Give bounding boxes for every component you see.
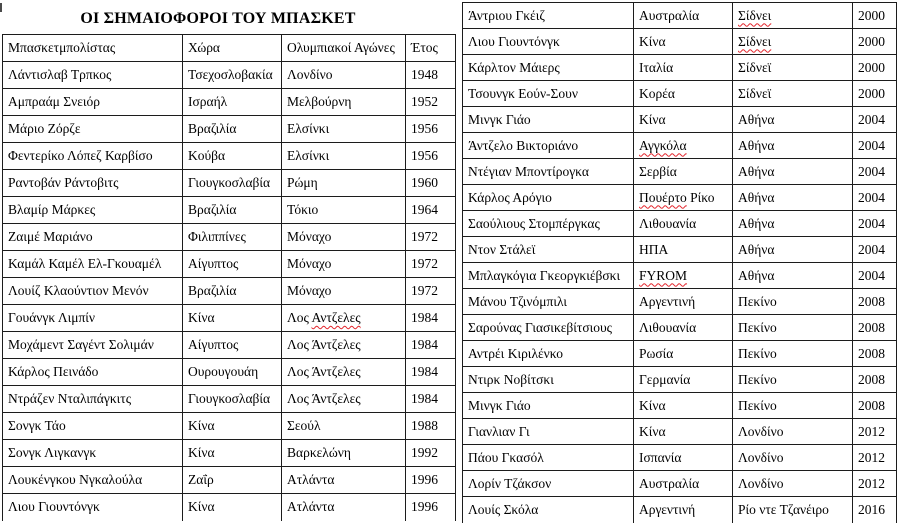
cell-player: Άντριου Γκέιζ (463, 3, 634, 29)
cell-player: Ντέγιαν Μποντίρογκα (463, 159, 634, 185)
cell-player: Σαούλιους Στομπέργκας (463, 211, 634, 237)
cell-player: Ζαιμέ Μαριάνο (3, 224, 183, 251)
cell-games: Πεκίνο (733, 289, 853, 315)
cell-player: Σονγκ Τάο (3, 413, 183, 440)
cell-country: Βραζιλία (183, 278, 282, 305)
cell-country: Αυστραλία (634, 3, 733, 29)
table-row (463, 3, 897, 29)
cell-games: Μόναχο (282, 278, 406, 305)
cell-games: Λονδίνο (733, 445, 853, 471)
cell-year: 2012 (853, 445, 897, 471)
cell-player: Ντράζεν Νταλιπάγκιτς (3, 386, 183, 413)
cell-games: Αθήνα (733, 263, 853, 289)
cell-games: Μόναχο (282, 251, 406, 278)
cell-player: Σονγκ Λιγκανγκ (3, 440, 183, 467)
table-row (3, 251, 456, 278)
table-row (463, 445, 897, 471)
cell-player: Μάριο Ζόρζε (3, 116, 183, 143)
cell-year: 1984 (406, 332, 456, 359)
table-row (463, 55, 897, 81)
cell-player: Κάρλος Πεινάδο (3, 359, 183, 386)
flag-bearers-table-right (462, 2, 897, 523)
table-row (3, 332, 456, 359)
table-row (463, 393, 897, 419)
cell-games: Λος Άντζελες (282, 332, 406, 359)
cell-player: Ραντοβάν Ράντοβιτς (3, 170, 183, 197)
cell-year: 1996 (406, 467, 456, 494)
table-row (463, 211, 897, 237)
cell-player: Τσουνγκ Εούν-Σουν (463, 81, 634, 107)
table-row (3, 359, 456, 386)
cell-player: Πάου Γκασόλ (463, 445, 634, 471)
table-row (463, 315, 897, 341)
cell-year: 2008 (853, 315, 897, 341)
cell-country: Κίνα (183, 305, 282, 332)
cell-year: 2004 (853, 185, 897, 211)
cell-player: Μοχάμεντ Σαγέντ Σολιμάν (3, 332, 183, 359)
cell-games: Πεκίνο (733, 393, 853, 419)
misspelled-word: Αγγκόλα (639, 137, 687, 153)
cell-year: 2004 (853, 211, 897, 237)
table-row (463, 133, 897, 159)
cell-country: Βραζιλία (183, 197, 282, 224)
table-row (463, 159, 897, 185)
table-row (3, 413, 456, 440)
cell-country: Κούβα (183, 143, 282, 170)
cell-year: 1984 (406, 359, 456, 386)
cell-year: 1956 (406, 116, 456, 143)
cell-country: Πουέρτο Ρίκο (634, 185, 733, 211)
table-row (3, 305, 456, 332)
table-row (3, 386, 456, 413)
cell-year: 2004 (853, 263, 897, 289)
cell-country: Βραζιλία (183, 116, 282, 143)
cell-country (634, 263, 733, 289)
cell-country: Κορέα (634, 81, 733, 107)
cell-games: Βαρκελώνη (282, 440, 406, 467)
cell-games (733, 3, 853, 29)
cell-year: 1984 (406, 386, 456, 413)
table-row (3, 224, 456, 251)
table-row (463, 289, 897, 315)
cell-games: Ατλάντα (282, 494, 406, 521)
table-row (3, 494, 456, 521)
cell-year: 2000 (853, 3, 897, 29)
cell-country: Αργεντινή (634, 497, 733, 523)
cell-player: Λιου Γιουντόνγκ (3, 494, 183, 521)
misspelled-word: FYROM (639, 267, 688, 283)
cell-year: 2004 (853, 159, 897, 185)
table-row (463, 185, 897, 211)
cell-player: Μπλαγκόγια Γκεοργκιέβσκι (463, 263, 634, 289)
cell-player: Λουίζ Κλαούντιον Μενόν (3, 278, 183, 305)
table-row (463, 81, 897, 107)
header-row (3, 35, 456, 62)
misspelled-word: Πουέρτο (639, 189, 687, 205)
cell-country: Γιουγκοσλαβία (183, 386, 282, 413)
table-row (463, 471, 897, 497)
cell-player: Ντιρκ Νοβίτσκι (463, 367, 634, 393)
cell-player: Λουκένγκου Νγκαλούλα (3, 467, 183, 494)
cell-country: Κίνα (634, 419, 733, 445)
cell-games: Λονδίνο (733, 419, 853, 445)
cell-player: Μάνου Τζινόμπιλι (463, 289, 634, 315)
cell-country: Ρωσία (634, 341, 733, 367)
cell-player: Λάντισλαβ Τρπκος (3, 62, 183, 89)
cell-country: Κίνα (183, 494, 282, 521)
misspelled-word: Αντζελες (311, 310, 361, 325)
cell-year: 2004 (853, 133, 897, 159)
cell-player: Λορίν Τζάκσον (463, 471, 634, 497)
table-row (463, 107, 897, 133)
cell-player: Κάρλτον Μάιερς (463, 55, 634, 81)
cell-games (733, 29, 853, 55)
cell-country: Ιταλία (634, 55, 733, 81)
cell-country: Λιθουανία (634, 315, 733, 341)
cell-country: Κίνα (183, 413, 282, 440)
cell-games: Αθήνα (733, 133, 853, 159)
cell-country (634, 133, 733, 159)
cell-year: 2012 (853, 471, 897, 497)
table-row (3, 89, 456, 116)
cell-games: Ελσίνκι (282, 143, 406, 170)
cell-games: Σίδνεϊ (733, 81, 853, 107)
table-row (3, 143, 456, 170)
cell-country: Κίνα (634, 393, 733, 419)
cell-games: Λος Αντζελες (282, 305, 406, 332)
cell-player: Γουάνγκ Λιμπίν (3, 305, 183, 332)
cell-year: 1952 (406, 89, 456, 116)
column-header: Έτος (406, 35, 456, 62)
cell-games: Πεκίνο (733, 367, 853, 393)
cell-player: Ντον Στάλεϊ (463, 237, 634, 263)
cell-games: Λονδίνο (282, 62, 406, 89)
cell-year: 2016 (853, 497, 897, 523)
cell-country: Λιθουανία (634, 211, 733, 237)
cell-games: Αθήνα (733, 185, 853, 211)
cell-country: Σερβία (634, 159, 733, 185)
cell-games: Αθήνα (733, 211, 853, 237)
cell-year: 2008 (853, 393, 897, 419)
table-row (3, 440, 456, 467)
table-row (463, 341, 897, 367)
cell-games: Λος Άντζελες (282, 386, 406, 413)
cell-games: Αθήνα (733, 159, 853, 185)
cell-player: Φεντερίκο Λόπεζ Καρβίσο (3, 143, 183, 170)
cell-year: 1972 (406, 278, 456, 305)
cell-year: 2008 (853, 341, 897, 367)
cell-country: Αίγυπτος (183, 251, 282, 278)
cell-country: Ισραήλ (183, 89, 282, 116)
cell-games: Μελβούρνη (282, 89, 406, 116)
cell-country: Κίνα (634, 107, 733, 133)
table-row (463, 29, 897, 55)
table-row (3, 197, 456, 224)
cell-country: Φιλιππίνες (183, 224, 282, 251)
table-row (3, 170, 456, 197)
table-row (463, 419, 897, 445)
column-header: Ολυμπιακοί Αγώνες (282, 35, 406, 62)
cell-player: Μινγκ Γιάο (463, 107, 634, 133)
page-title: ΟΙ ΣΗΜΑΙΟΦΟΡΟΙ ΤΟΥ ΜΠΑΣΚΕΤ (80, 10, 356, 27)
cell-year: 2000 (853, 29, 897, 55)
cell-country: Αίγυπτος (183, 332, 282, 359)
cell-games: Σεούλ (282, 413, 406, 440)
cell-year: 1964 (406, 197, 456, 224)
table-row (463, 367, 897, 393)
cell-player: Αμπραάμ Σνειόρ (3, 89, 183, 116)
column-header: Μπασκετμπολίστας (3, 35, 183, 62)
table-row (463, 263, 897, 289)
cell-player: Λουίς Σκόλα (463, 497, 634, 523)
cell-player: Κάρλος Αρόγιο (463, 185, 634, 211)
cell-games: Σίδνεϊ (733, 55, 853, 81)
cell-year: 1992 (406, 440, 456, 467)
cell-player: Σαρούνας Γιασικεβίτσιους (463, 315, 634, 341)
cell-games: Ρίο ντε Τζανέιρο (733, 497, 853, 523)
cell-country: ΗΠΑ (634, 237, 733, 263)
cell-country: Γερμανία (634, 367, 733, 393)
cell-year: 1984 (406, 305, 456, 332)
cell-games: Μόναχο (282, 224, 406, 251)
cell-games: Ρώμη (282, 170, 406, 197)
cell-year: 2004 (853, 107, 897, 133)
cell-player: Λιου Γιουντόνγκ (463, 29, 634, 55)
cell-games: Πεκίνο (733, 315, 853, 341)
cell-player: Βλαμίρ Μάρκες (3, 197, 183, 224)
cell-year: 1996 (406, 494, 456, 521)
cell-country: Ουρουγουάη (183, 359, 282, 386)
cell-year: 2008 (853, 367, 897, 393)
cell-country: Τσεχοσλοβακία (183, 62, 282, 89)
cell-games: Ελσίνκι (282, 116, 406, 143)
table-row (3, 467, 456, 494)
cell-games: Αθήνα (733, 107, 853, 133)
cell-country: Γιουγκοσλαβία (183, 170, 282, 197)
cell-year: 1948 (406, 62, 456, 89)
table-row (3, 116, 456, 143)
cell-year: 2000 (853, 81, 897, 107)
cell-year: 2012 (853, 419, 897, 445)
cell-year: 1956 (406, 143, 456, 170)
cell-country: Αργεντινή (634, 289, 733, 315)
cell-player: Άντζελο Βικτοριάνο (463, 133, 634, 159)
cell-games: Ατλάντα (282, 467, 406, 494)
column-header: Χώρα (183, 35, 282, 62)
cell-player: Καμάλ Καμέλ Ελ-Γκουαμέλ (3, 251, 183, 278)
table-row (463, 497, 897, 523)
table-row (3, 278, 456, 305)
cell-year: 1960 (406, 170, 456, 197)
cell-year: 2008 (853, 289, 897, 315)
table-row (3, 62, 456, 89)
cell-country: Αυστραλία (634, 471, 733, 497)
cell-year: 2004 (853, 237, 897, 263)
cell-games: Λος Άντζελες (282, 359, 406, 386)
cell-country: Κίνα (183, 440, 282, 467)
flag-bearers-table-left (2, 34, 456, 521)
misspelled-word: Σίδνει (738, 33, 772, 49)
cell-year: 2000 (853, 55, 897, 81)
cell-year: 1972 (406, 224, 456, 251)
cell-games: Πεκίνο (733, 341, 853, 367)
misspelled-word: Σίδνει (738, 7, 772, 23)
cell-year: 1988 (406, 413, 456, 440)
cell-player: Μινγκ Γιάο (463, 393, 634, 419)
cell-country: Ζαΐρ (183, 467, 282, 494)
table-row (463, 237, 897, 263)
cell-country: Ισπανία (634, 445, 733, 471)
cell-player: Γιανλιαν Γι (463, 419, 634, 445)
cell-games: Λονδίνο (733, 471, 853, 497)
cell-player: Αντρέι Κιριλένκο (463, 341, 634, 367)
cell-year: 1972 (406, 251, 456, 278)
cell-games: Αθήνα (733, 237, 853, 263)
cell-games: Τόκιο (282, 197, 406, 224)
cell-country: Κίνα (634, 29, 733, 55)
